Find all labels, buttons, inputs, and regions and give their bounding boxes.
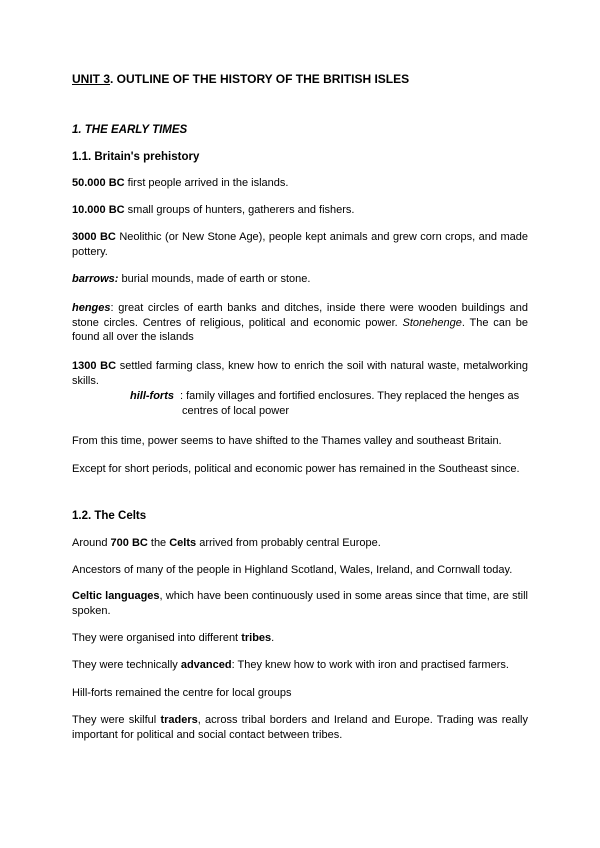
text-the: the: [147, 537, 170, 549]
date-700bc: 700 BC: [110, 537, 148, 549]
paragraph-celtic-languages: [72, 589, 528, 618]
text-around: Around: [72, 537, 111, 549]
paragraph-henges: [72, 301, 528, 345]
paragraph-southeast: Except for short periods, political and economic power has remained in the Southeast since.: [72, 463, 520, 475]
text-3000bc: Neolithic (or New Stone Age), people kept animals and grew corn crops, and made pottery.: [72, 231, 528, 258]
date-3000bc: 3000 BC: [72, 231, 116, 243]
paragraph-50000bc: [72, 176, 528, 191]
text-10000bc: small groups of hunters, gatherers and fishers.: [124, 204, 355, 216]
text-tribes-1: They were organised into different: [72, 632, 242, 644]
paragraph-barrows: [72, 272, 528, 287]
term-henges: henges: [72, 302, 111, 314]
paragraph-1300bc: [72, 359, 528, 388]
date-1300bc: 1300 BC: [72, 360, 117, 372]
date-10000bc: 10.000 BC: [72, 204, 125, 216]
paragraph-thames: From this time, power seems to have shifted to the Thames valley and southeast Britain.: [72, 435, 502, 447]
text-50000bc: first people arrived in the islands.: [124, 177, 289, 189]
text-hill-forts-1: : family villages and fortified enclosures. They replaced the henges as: [180, 390, 520, 402]
paragraph-700bc: [72, 536, 528, 551]
title-text: . OUTLINE OF THE HISTORY OF THE BRITISH ISLES: [110, 72, 410, 86]
paragraph-3000bc: [72, 230, 528, 259]
term-barrows: barrows:: [72, 273, 119, 285]
subheading-celts: 1.2. The Celts: [72, 510, 147, 522]
term-advanced: advanced: [180, 659, 232, 671]
term-celts: Celts: [169, 537, 197, 549]
text-advanced-1: They were technically: [72, 659, 181, 671]
paragraph-advanced: [72, 658, 528, 673]
text-henges-1: : great circles of earth banks and ditches, inside there were wooden buildings and stone circles. Centres of religious, political and economic power.: [72, 302, 528, 329]
term-stonehenge: Stonehenge: [402, 316, 462, 329]
text-arrived: arrived from probably central Europe.: [196, 537, 381, 549]
paragraph-10000bc: [72, 203, 528, 218]
term-celtic-languages: Celtic languages: [72, 590, 160, 602]
text-1300bc: settled farming class, knew how to enrich the soil with natural waste, metalworking skills.: [72, 360, 528, 387]
paragraph-hill-forts: [130, 389, 530, 418]
text-traders-1: They were skilful: [72, 714, 161, 726]
paragraph-ancestors: Ancestors of many of the people in Highland Scotland, Wales, Ireland, and Cornwall today.: [72, 564, 513, 576]
paragraph-hill-forts-centre: Hill-forts remained the centre for local groups: [72, 687, 292, 699]
text-barrows: burial mounds, made of earth or stone.: [118, 273, 311, 285]
text-advanced-2: : They knew how to work with iron and practised farmers.: [231, 659, 509, 671]
date-50000bc: 50.000 BC: [72, 177, 125, 189]
text-celtic-languages: , which have been continuously used in some areas since that time, are still spoken.: [72, 590, 528, 617]
unit-label: UNIT 3: [72, 72, 111, 86]
text-tribes-2: .: [271, 632, 275, 644]
section-heading-early-times: 1. THE EARLY TIMES: [72, 124, 188, 136]
text-henges-2: . The can be found all over the islands: [72, 316, 529, 343]
term-traders: traders: [160, 714, 198, 726]
text-traders-2: , across tribal borders and Ireland and Europe. Trading was really important for political and social contact between tribes.: [72, 714, 528, 741]
subheading-prehistory: 1.1. Britain's prehistory: [72, 151, 200, 163]
text-hill-forts-2: centres of local power: [182, 404, 289, 417]
term-tribes: tribes: [241, 632, 272, 644]
paragraph-traders: [72, 713, 528, 742]
page-title: [72, 72, 528, 87]
paragraph-tribes: [72, 631, 528, 646]
term-hill-forts: hill-forts: [130, 390, 174, 402]
